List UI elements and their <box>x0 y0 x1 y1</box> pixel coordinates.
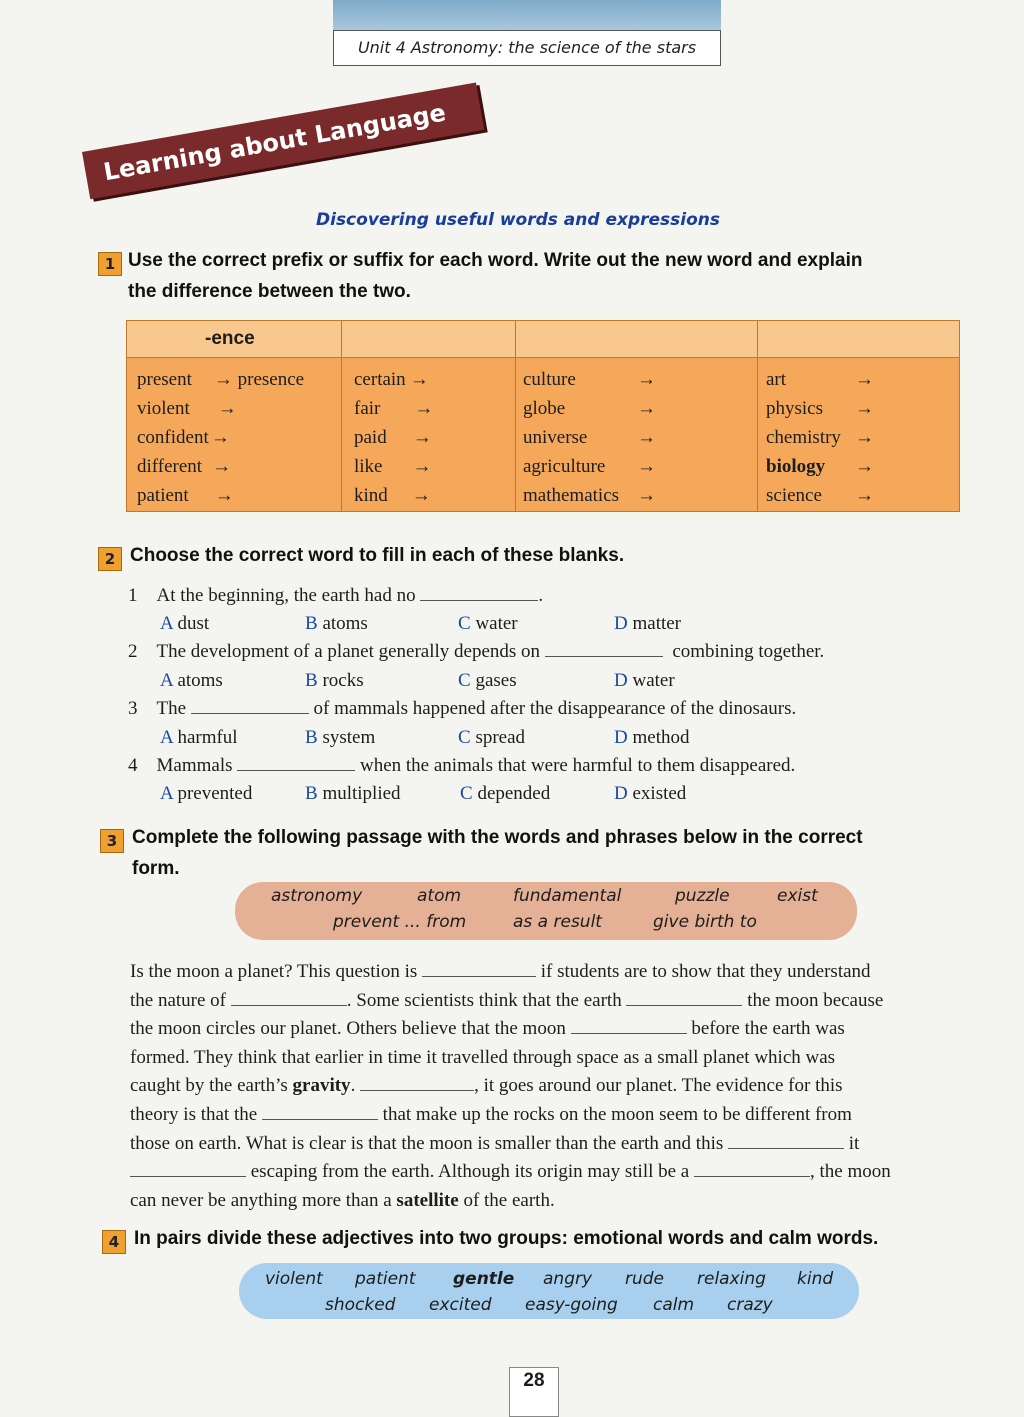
arrow-icon: → <box>637 398 656 419</box>
word-chip: relaxing <box>697 1269 766 1289</box>
exercise-number: 2 <box>98 547 122 571</box>
exercise-4 <box>102 1230 126 1254</box>
option-text: gases <box>475 670 517 691</box>
option-text: multiplied <box>322 783 401 804</box>
table-row <box>766 394 841 423</box>
passage-text: it <box>848 1132 860 1154</box>
option-b[interactable] <box>305 610 368 638</box>
column-divider <box>515 321 516 511</box>
option-letter: C <box>460 783 473 804</box>
answer-blank[interactable] <box>571 1015 687 1034</box>
passage-text: that make up the rocks on the moon seem to be different from <box>382 1103 852 1125</box>
option-text: atoms <box>177 670 223 691</box>
arrow-icon: → <box>214 485 234 506</box>
arrow-icon: → <box>637 369 656 390</box>
arrow-icon: → <box>855 427 874 448</box>
table-row <box>766 423 841 452</box>
word: patient <box>137 485 189 506</box>
table-row <box>137 423 304 452</box>
keyword-gravity: gravity <box>292 1075 351 1097</box>
option-text: prevented <box>177 783 253 804</box>
arrow-icon: → <box>637 456 656 477</box>
word-chip: patient <box>355 1269 416 1289</box>
arrow-icon: → <box>855 398 874 419</box>
passage-text: . <box>350 1075 356 1097</box>
option-text: water <box>632 670 675 691</box>
option-text: dust <box>177 613 210 634</box>
answer-blank[interactable] <box>237 752 355 771</box>
question-3 <box>128 695 796 723</box>
answer-blank[interactable] <box>420 582 538 601</box>
arrow-icon: → <box>213 369 233 390</box>
word-chip: excited <box>429 1295 492 1315</box>
option-letter: A <box>160 670 173 691</box>
option-letter: D <box>614 670 628 691</box>
arrow-icon: → <box>217 398 237 419</box>
word-chip: crazy <box>727 1295 773 1315</box>
table-column-2 <box>354 365 433 510</box>
passage-text: theory is that the <box>130 1103 258 1125</box>
option-letter: D <box>614 783 628 804</box>
word: fair <box>354 398 381 419</box>
option-text: water <box>475 613 518 634</box>
instruction-line: Use the correct prefix or suffix for each word. Write out the new word and explain <box>128 250 863 271</box>
table-column-1 <box>137 365 304 510</box>
exercise-number: 1 <box>98 252 122 276</box>
table-row <box>354 394 433 423</box>
word-chip: astronomy <box>271 886 363 906</box>
option-c[interactable] <box>458 667 517 695</box>
passage-text: , it goes around our planet. The evidence for this <box>474 1075 843 1097</box>
passage-line: formed. They think that earlier in time it travelled through space as a small planet which was <box>130 1046 836 1068</box>
question-number: 1 <box>128 585 138 606</box>
question-number: 4 <box>128 755 138 776</box>
option-c[interactable] <box>458 610 518 638</box>
option-letter: C <box>458 727 471 748</box>
question-text: when the animals that were harmful to them disappeared. <box>360 755 796 776</box>
option-letter: B <box>305 670 318 691</box>
table-row <box>766 452 841 481</box>
option-letter: A <box>160 727 173 748</box>
word-chip: gentle <box>453 1269 515 1289</box>
option-b[interactable] <box>305 780 401 808</box>
exercise-2-instruction: Choose the correct word to fill in each of these blanks. <box>130 545 625 566</box>
arrow-icon: → <box>855 456 874 477</box>
passage-text: . Some scientists think that the earth <box>346 989 622 1011</box>
word-chip: calm <box>653 1295 695 1315</box>
question-4 <box>128 752 795 780</box>
option-d[interactable] <box>614 780 686 808</box>
answer-blank[interactable] <box>422 958 536 977</box>
unit-title: Unit 4 Astronomy: the science of the stars <box>333 30 721 66</box>
section-subheading: Discovering useful words and expressions <box>316 210 720 230</box>
table-header-suffix: -ence <box>205 328 255 349</box>
option-letter: D <box>614 727 628 748</box>
arrow-icon: → <box>855 369 874 390</box>
word-chip: easy-going <box>525 1295 618 1315</box>
passage-text: before the earth was <box>691 1018 845 1040</box>
word: agriculture <box>523 456 606 477</box>
column-divider <box>341 321 342 511</box>
table-row <box>137 365 304 394</box>
passage-text: , the moon <box>810 1161 891 1183</box>
arrow-icon: → <box>637 485 656 506</box>
table-column-4-arrows <box>855 365 874 510</box>
arrow-icon: → <box>412 456 432 477</box>
passage-line <box>130 1101 962 1130</box>
passage-text: of the earth. <box>463 1189 555 1211</box>
word-chip: puzzle <box>675 886 730 906</box>
answer-blank[interactable] <box>728 1130 844 1149</box>
option-c[interactable] <box>458 724 525 752</box>
answer-blank[interactable] <box>626 987 742 1006</box>
answer-word: presence <box>237 369 305 390</box>
passage-text: caught by the earth’s <box>130 1075 288 1097</box>
passage-line <box>130 1015 962 1044</box>
answer-blank[interactable] <box>191 695 309 714</box>
arrow-icon: → <box>210 427 230 448</box>
option-b[interactable] <box>305 667 364 695</box>
option-letter: C <box>458 670 471 691</box>
option-text: atoms <box>322 613 368 634</box>
option-text: existed <box>632 783 687 804</box>
word: art <box>766 369 787 390</box>
exercise-1 <box>98 252 122 276</box>
table-column-4 <box>766 365 841 510</box>
option-text: matter <box>632 613 682 634</box>
word: culture <box>523 369 576 390</box>
arrow-icon: → <box>637 427 656 448</box>
answer-blank[interactable] <box>545 638 663 657</box>
question-text: combining together. <box>672 641 825 662</box>
passage-line <box>130 1158 962 1187</box>
option-a[interactable] <box>160 610 209 638</box>
passage-text: those on earth. What is clear is that the moon is smaller than the earth and this <box>130 1132 724 1154</box>
passage-line <box>130 958 962 987</box>
word-bank-ex3 <box>235 882 857 940</box>
exercise-1-instruction <box>128 245 862 307</box>
answer-blank[interactable] <box>130 1158 246 1177</box>
question-text: The development of a planet generally depends on <box>156 641 541 662</box>
passage-text: Is the moon a planet? This question is <box>130 961 418 982</box>
word: kind <box>354 485 388 506</box>
option-a[interactable] <box>160 724 238 752</box>
arrow-icon: → <box>409 369 429 390</box>
table-row <box>354 423 433 452</box>
word: different <box>137 456 203 477</box>
instruction-line: form. <box>132 858 180 879</box>
table-row <box>137 394 304 423</box>
table-row <box>354 365 433 394</box>
question-stem <box>128 752 795 780</box>
question-number: 2 <box>128 641 138 662</box>
question-1 <box>128 582 543 610</box>
word-chip: as a result <box>513 912 602 932</box>
answer-blank[interactable] <box>262 1101 378 1120</box>
option-letter: C <box>458 613 471 634</box>
arrow-icon: → <box>855 485 874 506</box>
option-text: system <box>322 727 376 748</box>
question-text: . <box>538 585 544 606</box>
question-text: of mammals happened after the disappearance of the dinosaurs. <box>313 698 797 719</box>
passage-text: the moon because <box>747 989 884 1011</box>
option-text: spread <box>475 727 526 748</box>
word: like <box>354 456 383 477</box>
table-row <box>354 452 433 481</box>
option-b[interactable] <box>305 724 375 752</box>
arrow-icon: → <box>412 427 432 448</box>
option-c[interactable] <box>460 780 550 808</box>
option-text: depended <box>477 783 551 804</box>
question-stem <box>128 582 543 610</box>
word-chip: angry <box>543 1269 593 1289</box>
option-a[interactable] <box>160 667 223 695</box>
table-header <box>127 321 959 358</box>
word-chip: give birth to <box>653 912 757 932</box>
exercise-number: 4 <box>102 1230 126 1254</box>
table-row <box>766 365 841 394</box>
word-chip: kind <box>797 1269 834 1289</box>
question-text: At the beginning, the earth had no <box>156 585 416 606</box>
exercise-2 <box>98 547 122 571</box>
word-chip: exist <box>777 886 818 906</box>
word-bank-ex4 <box>239 1263 859 1319</box>
question-number: 3 <box>128 698 138 719</box>
table-row <box>137 481 304 510</box>
word-chip: violent <box>265 1269 323 1289</box>
passage-text: the moon circles our planet. Others believe that the moon <box>130 1018 566 1040</box>
column-divider <box>757 321 758 511</box>
passage-text: escaping from the earth. Although its origin may still be a <box>250 1161 690 1183</box>
option-letter: A <box>160 783 173 804</box>
passage-text: can never be anything more than a <box>130 1189 392 1211</box>
word: paid <box>354 427 387 448</box>
option-letter: B <box>305 727 318 748</box>
word: globe <box>523 398 566 419</box>
word: universe <box>523 427 588 448</box>
question-stem <box>128 638 824 666</box>
option-letter: B <box>305 783 318 804</box>
passage-text: the nature of <box>130 989 227 1011</box>
instruction-line: Complete the following passage with the words and phrases below in the correct <box>132 827 863 848</box>
word: mathematics <box>523 485 620 506</box>
option-d[interactable] <box>614 610 681 638</box>
option-text: method <box>632 727 690 748</box>
option-text: rocks <box>322 670 364 691</box>
option-d[interactable] <box>614 724 689 752</box>
option-letter: D <box>614 613 628 634</box>
word-chip: fundamental <box>513 886 622 906</box>
word-chip: shocked <box>325 1295 396 1315</box>
arrow-icon: → <box>414 398 434 419</box>
exercise-3 <box>100 829 124 853</box>
arrow-icon: → <box>411 485 431 506</box>
keyword-satellite: satellite <box>396 1189 459 1211</box>
passage-line <box>130 1187 962 1216</box>
option-letter: A <box>160 613 173 634</box>
question-2 <box>128 638 824 666</box>
word-chip: rude <box>625 1269 665 1289</box>
instruction-line: the difference between the two. <box>128 281 411 302</box>
word: chemistry <box>766 427 841 448</box>
passage-line <box>130 1072 962 1101</box>
passage-line <box>130 1130 962 1159</box>
page-number: 28 <box>509 1367 559 1417</box>
exercise-number: 3 <box>100 829 124 853</box>
word: physics <box>766 398 823 419</box>
table-row <box>354 481 433 510</box>
exercise-3-instruction <box>132 822 863 884</box>
table-row <box>766 481 841 510</box>
exercise-4-instruction: In pairs divide these adjectives into two groups: emotional words and calm words. <box>134 1228 879 1249</box>
question-text: Mammals <box>156 755 233 776</box>
word: biology <box>766 456 826 477</box>
word-chip: prevent ... from <box>333 912 467 932</box>
option-letter: B <box>305 613 318 634</box>
header-stars-decoration <box>333 0 721 30</box>
word-formation-table <box>126 320 960 512</box>
answer-blank[interactable] <box>360 1072 474 1091</box>
arrow-icon: → <box>212 456 232 477</box>
section-banner: Learning about Language <box>82 83 484 200</box>
word: certain <box>354 369 406 390</box>
word: present <box>137 369 192 390</box>
table-row <box>137 452 304 481</box>
answer-blank[interactable] <box>694 1158 810 1177</box>
option-a[interactable] <box>160 780 252 808</box>
word: violent <box>137 398 190 419</box>
passage-line <box>130 987 962 1016</box>
option-d[interactable] <box>614 667 675 695</box>
passage-text: if students are to show that they understand <box>540 961 871 982</box>
question-stem <box>128 695 796 723</box>
cloze-passage <box>130 958 962 1215</box>
word-chip: atom <box>417 886 462 906</box>
answer-blank[interactable] <box>231 987 347 1006</box>
word: confident <box>137 427 209 448</box>
table-column-3-arrows <box>637 365 656 510</box>
question-text: The <box>156 698 187 719</box>
word: science <box>766 485 822 506</box>
option-text: harmful <box>177 727 238 748</box>
